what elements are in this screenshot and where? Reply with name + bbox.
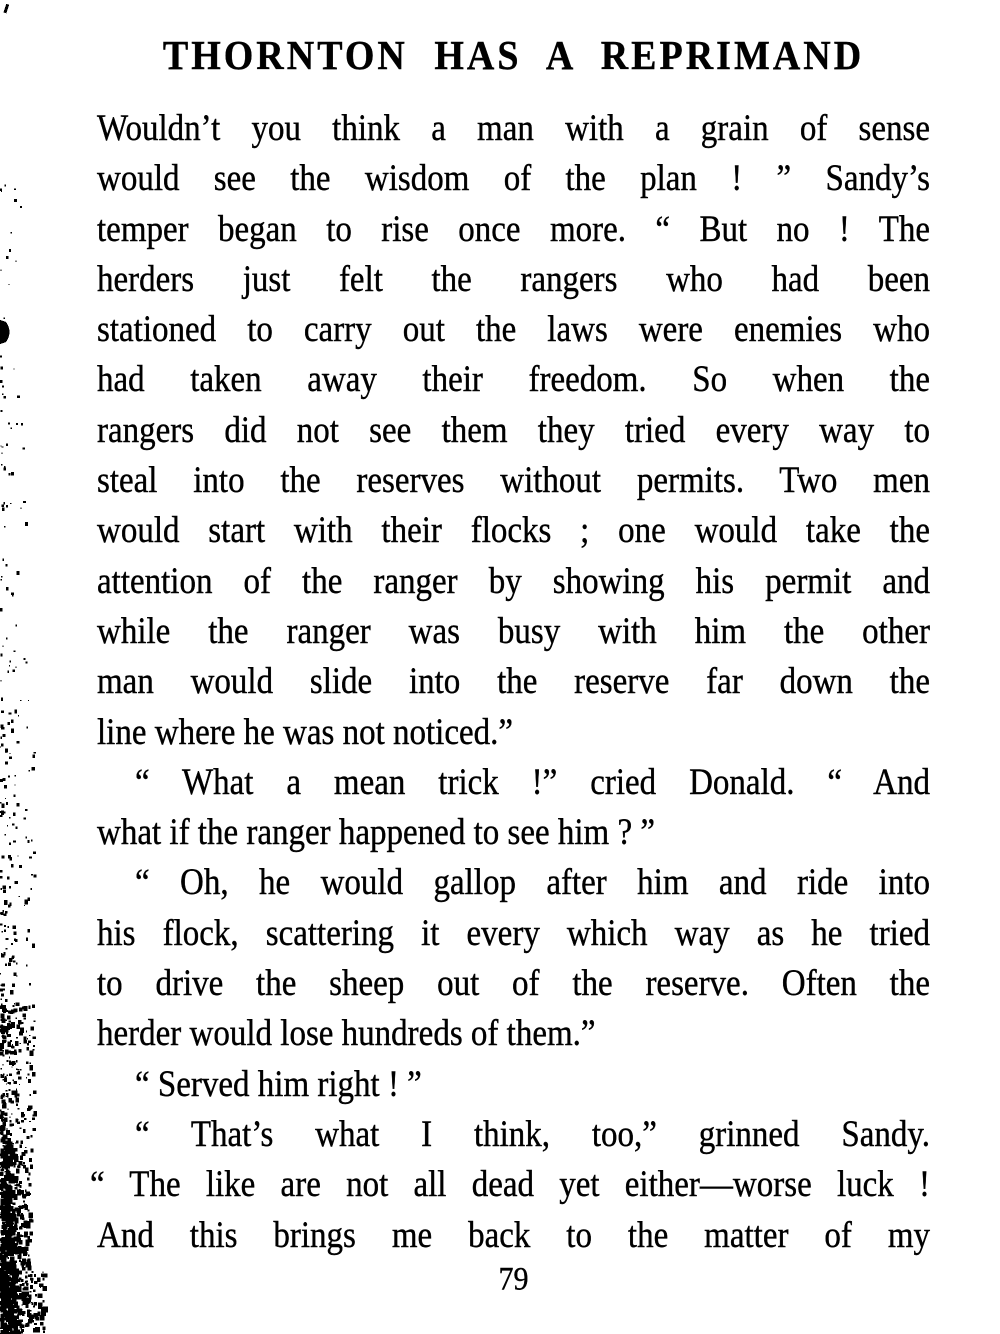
page-number: 79	[498, 1261, 529, 1298]
text-line: temper began to rise once more. “ But no ! The	[97, 209, 930, 250]
text-line: would start with their flocks ; one would take the	[97, 511, 930, 552]
body-text	[90, 104, 930, 1261]
text-line: while the ranger was busy with him the other	[97, 611, 930, 653]
text-line: to drive the sheep out of the reserve. Often the	[97, 963, 930, 1005]
text-line: had taken away their freedom. So when the	[97, 360, 930, 401]
text-line: “ Oh, he would gallop after him and ride into	[135, 863, 930, 904]
text-line: would see the wisdom of the plan ! ” Sandy’s	[97, 159, 930, 200]
text-line: herders just felt the rangers who had been	[97, 259, 930, 301]
text-line: line where he was not noticed.”	[97, 712, 514, 753]
text-line: “ The like are not all dead yet either—worse luck !	[90, 1165, 930, 1206]
text-line: And this brings me back to the matter of my	[97, 1215, 930, 1256]
text-line: “ Served him right ! ”	[135, 1064, 422, 1105]
page-title: THORNTON HAS A REPRIMAND	[162, 33, 865, 79]
text-line: his flock, scattering it every which way as he tried	[97, 913, 930, 954]
text-line: stationed to carry out the laws were enemies who	[97, 310, 930, 351]
text-line: “ That’s what I think, too,” grinned Sandy.	[135, 1114, 930, 1156]
text-line: what if the ranger happened to see him ? ”	[97, 812, 656, 854]
text-line: “ What a mean trick !” cried Donald. “ And	[135, 762, 930, 804]
text-line: rangers did not see them they tried every way to	[97, 410, 930, 451]
text-line: herder would lose hundreds of them.”	[97, 1014, 596, 1055]
text-line: Wouldn’t you think a man with a grain of sense	[97, 108, 930, 150]
text-line: attention of the ranger by showing his permit and	[97, 561, 930, 602]
text-line: steal into the reserves without permits. Two men	[97, 460, 930, 502]
text-line: man would slide into the reserve far down the	[97, 662, 930, 703]
